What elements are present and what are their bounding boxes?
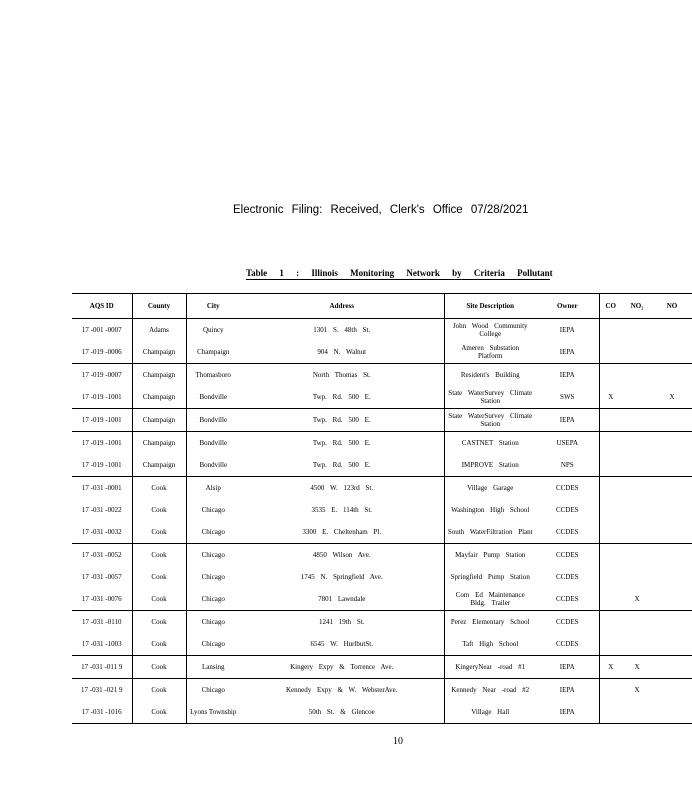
cell-owner: CCDES bbox=[536, 544, 599, 567]
cell-county: Champaign bbox=[132, 341, 186, 364]
cell-site-description: Washington High School bbox=[444, 499, 536, 521]
cell-address: Twp. Rd. 500 E. bbox=[240, 432, 444, 455]
cell-site-description: KingeryNear -road #1 bbox=[444, 656, 536, 679]
table-row bbox=[72, 409, 692, 432]
cell-county: Champaign bbox=[132, 364, 186, 387]
cell-co bbox=[599, 544, 622, 567]
cell-co bbox=[599, 521, 622, 544]
table-row bbox=[72, 679, 692, 702]
cell-aqs-id: 17 -019 -1001 bbox=[81, 461, 122, 469]
cell-no2 bbox=[622, 544, 652, 567]
page-number: 10 bbox=[393, 736, 403, 747]
cell-county: Cook bbox=[132, 477, 186, 500]
cell-aqs-id: 17 -031 -0032 bbox=[81, 528, 122, 536]
cell-address: 4850 Wilson Ave. bbox=[240, 544, 444, 567]
cell-no2 bbox=[622, 477, 652, 500]
table-row bbox=[72, 432, 692, 455]
column-header-owner: Owner bbox=[536, 294, 599, 319]
cell-address: 904 N. Walnut bbox=[317, 348, 367, 356]
cell-city: Lyons Township bbox=[186, 701, 240, 724]
cell-aqs-id: 17 -019 -1001 bbox=[81, 393, 122, 401]
cell-city: Alsip bbox=[186, 477, 240, 500]
table-row bbox=[72, 566, 692, 588]
table-body bbox=[72, 319, 692, 724]
cell-site-description: Mayfair Pump Station bbox=[444, 544, 536, 567]
cell-co bbox=[599, 477, 622, 500]
cell-site-description: CASTNET Station bbox=[444, 432, 536, 455]
cell-county: Champaign bbox=[132, 409, 186, 432]
table-row bbox=[72, 521, 692, 544]
table-row bbox=[72, 633, 692, 656]
cell-aqs-id: 17 -019 -1001 bbox=[72, 432, 132, 455]
cell-site-description: Village Garage bbox=[444, 477, 536, 500]
cell-co bbox=[599, 319, 622, 342]
cell-co bbox=[599, 679, 622, 702]
cell-city: Bondville bbox=[186, 432, 240, 455]
cell-county: Adams bbox=[132, 319, 186, 342]
cell-county: Cook bbox=[132, 588, 186, 611]
cell-aqs-id: 17 -031 -0052 bbox=[72, 544, 132, 567]
cell-site-description: Kennedy Near -road #2 bbox=[444, 679, 536, 702]
cell-city: Chicago bbox=[186, 499, 240, 521]
table-title: Table 1 : Illinois Monitoring Network by Criteria Pollutant bbox=[246, 268, 553, 278]
cell-co: X bbox=[599, 386, 622, 409]
cell-co bbox=[599, 633, 622, 656]
cell-address: 4500 W. 123rd St. bbox=[240, 477, 444, 500]
cell-aqs-id: 17 -031 -0001 bbox=[72, 477, 132, 500]
cell-address: 3535 E. 114th St. bbox=[311, 506, 373, 514]
cell-county: Cook bbox=[132, 701, 186, 724]
cell-co bbox=[599, 701, 622, 724]
cell-no2 bbox=[622, 611, 652, 634]
cell-no bbox=[652, 454, 692, 477]
cell-site-description: Taft High School bbox=[444, 633, 536, 656]
cell-co bbox=[599, 409, 622, 432]
cell-city: Chicago bbox=[186, 566, 240, 588]
cell-address: 50th St. & Glencoe bbox=[240, 701, 444, 724]
cell-aqs-id: 17 -019 -1001 bbox=[72, 409, 132, 432]
cell-no2 bbox=[622, 364, 652, 387]
cell-no bbox=[652, 521, 692, 544]
cell-co bbox=[599, 499, 622, 521]
cell-aqs-id: 17 -031 -0022 bbox=[81, 506, 122, 514]
cell-aqs-id: 17 -031 -1016 bbox=[72, 701, 132, 724]
cell-owner: IEPA bbox=[536, 409, 599, 432]
cell-owner: SWS bbox=[560, 393, 575, 401]
table-row bbox=[72, 544, 692, 567]
cell-address: 6545 W. HurlbutSt. bbox=[310, 640, 373, 648]
cell-owner: IEPA bbox=[559, 348, 575, 356]
cell-address: 1745 N. Springfield Ave. bbox=[300, 573, 383, 581]
cell-owner: CCDES bbox=[536, 611, 599, 634]
column-header-site-description: Site Description bbox=[444, 294, 536, 319]
cell-owner: CCDES bbox=[555, 573, 579, 581]
cell-aqs-id: 17 -001 -0007 bbox=[81, 326, 122, 334]
cell-no2 bbox=[622, 454, 652, 477]
cell-city: Chicago bbox=[186, 544, 240, 567]
cell-city: Lansing bbox=[186, 656, 240, 679]
cell-address: 1241 19th St. bbox=[240, 611, 444, 634]
cell-no bbox=[652, 633, 692, 656]
cell-no2: X bbox=[622, 656, 652, 679]
column-header-city: City bbox=[186, 294, 240, 319]
cell-site-description: Springfield Pump Station bbox=[444, 566, 536, 588]
cell-owner: IEPA bbox=[536, 701, 599, 724]
cell-no bbox=[652, 679, 692, 702]
column-header-no2: NO₂ bbox=[622, 294, 652, 319]
cell-city: Quincy bbox=[186, 319, 240, 342]
cell-county: Cook bbox=[132, 521, 186, 544]
cell-city: Chicago bbox=[186, 588, 240, 611]
cell-county: Cook bbox=[132, 633, 186, 656]
cell-no bbox=[652, 341, 692, 364]
cell-no bbox=[652, 656, 692, 679]
filing-stamp-header: Electronic Filing: Received, Clerk's Office 07/28/2021 bbox=[233, 204, 529, 216]
cell-no2 bbox=[622, 701, 652, 724]
cell-no bbox=[652, 477, 692, 500]
cell-aqs-id: 17 -019 -0007 bbox=[72, 364, 132, 387]
cell-no bbox=[652, 566, 692, 588]
column-header-address: Address bbox=[240, 294, 444, 319]
cell-owner: IEPA bbox=[536, 364, 599, 387]
cell-county: Champaign bbox=[132, 454, 186, 477]
column-header-co: CO bbox=[599, 294, 622, 319]
cell-county: Cook bbox=[132, 656, 186, 679]
cell-no bbox=[652, 701, 692, 724]
cell-site-description: IMPROVE Station bbox=[444, 454, 536, 477]
cell-no2 bbox=[622, 566, 652, 588]
cell-county: Cook bbox=[132, 611, 186, 634]
cell-county: Cook bbox=[132, 499, 186, 521]
cell-city: Bondville bbox=[186, 454, 240, 477]
cell-co bbox=[599, 341, 622, 364]
cell-co bbox=[599, 566, 622, 588]
table-row bbox=[72, 477, 692, 500]
cell-city: Bondville bbox=[186, 386, 240, 409]
cell-address: Twp. Rd. 500 E. bbox=[312, 461, 371, 469]
table-row bbox=[72, 454, 692, 477]
cell-address: North Thomas St. bbox=[240, 364, 444, 387]
table-row bbox=[72, 364, 692, 387]
cell-owner: CCDES bbox=[536, 477, 599, 500]
cell-owner: IEPA bbox=[559, 326, 575, 334]
cell-site-description: Com Ed Maintenance Bldg. Trailer bbox=[444, 588, 536, 611]
cell-no bbox=[652, 611, 692, 634]
cell-aqs-id: 17 -031 -021 9 bbox=[72, 679, 132, 702]
cell-no bbox=[652, 364, 692, 387]
table-row bbox=[72, 341, 692, 364]
cell-no2 bbox=[622, 432, 652, 455]
cell-no bbox=[652, 319, 692, 342]
cell-city: Chicago bbox=[186, 633, 240, 656]
cell-co: X bbox=[599, 656, 622, 679]
cell-owner: CCDES bbox=[555, 528, 579, 536]
cell-no2 bbox=[622, 633, 652, 656]
cell-city: Chicago bbox=[186, 679, 240, 702]
cell-aqs-id: 17 -031 -0110 bbox=[72, 611, 132, 634]
cell-aqs-id: 17 -031 -1003 bbox=[81, 640, 122, 648]
column-header-county: County bbox=[132, 294, 186, 319]
cell-no2 bbox=[622, 319, 652, 342]
cell-no bbox=[652, 588, 692, 611]
cell-site-description: Resident's Building bbox=[444, 364, 536, 387]
table-header-row bbox=[72, 294, 692, 319]
cell-aqs-id: 17 -019 -0006 bbox=[81, 348, 122, 356]
cell-no2 bbox=[622, 521, 652, 544]
table-row bbox=[72, 656, 692, 679]
cell-address: Twp. Rd. 500 E. bbox=[312, 393, 371, 401]
cell-aqs-id: 17 -031 -0076 bbox=[81, 595, 122, 603]
column-header-aqs-id: AQS ID bbox=[72, 294, 132, 319]
cell-city: Chicago bbox=[186, 521, 240, 544]
cell-site-description: South WaterFiltration Plant bbox=[444, 521, 536, 544]
cell-owner: USEPA bbox=[536, 432, 599, 455]
cell-no: X bbox=[669, 393, 675, 401]
cell-no2: X bbox=[634, 595, 640, 603]
table-row bbox=[72, 319, 692, 342]
cell-city: Thomasboro bbox=[186, 364, 240, 387]
cell-city: Champaign bbox=[186, 341, 240, 364]
table-row bbox=[72, 386, 692, 409]
cell-address: 1301 S. 48th St. bbox=[313, 326, 371, 334]
table-row bbox=[72, 499, 692, 521]
cell-site-description: State WaterSurvey Climate Station bbox=[444, 409, 536, 432]
cell-owner: IEPA bbox=[536, 656, 599, 679]
cell-address: Twp. Rd. 500 E. bbox=[240, 409, 444, 432]
cell-owner: CCDES bbox=[555, 506, 579, 514]
cell-co bbox=[599, 432, 622, 455]
cell-owner: CCDES bbox=[555, 640, 579, 648]
cell-no2 bbox=[622, 386, 652, 409]
cell-site-description: State WaterSurvey Climate Station bbox=[444, 386, 536, 409]
monitoring-table-wrapper bbox=[72, 293, 678, 724]
cell-no2 bbox=[622, 341, 652, 364]
cell-co bbox=[599, 454, 622, 477]
cell-co bbox=[599, 364, 622, 387]
cell-site-description: John Wood Community College bbox=[444, 319, 536, 342]
cell-co bbox=[599, 611, 622, 634]
cell-owner: CCDES bbox=[555, 595, 579, 603]
cell-owner: NPS bbox=[560, 461, 574, 469]
column-header-no: NO bbox=[652, 294, 692, 319]
cell-aqs-id: 17 -031 -011 9 bbox=[72, 656, 132, 679]
cell-county: Cook bbox=[132, 679, 186, 702]
cell-no bbox=[652, 409, 692, 432]
cell-address: 3300 E. Cheltenham Pl. bbox=[302, 528, 382, 536]
table-row bbox=[72, 701, 692, 724]
cell-county: Cook bbox=[132, 566, 186, 588]
cell-co bbox=[599, 588, 622, 611]
cell-no2: X bbox=[622, 679, 652, 702]
cell-site-description: Ameren Substation Platform bbox=[444, 341, 536, 364]
cell-address: Kennedy Expy & W. WebsterAve. bbox=[240, 679, 444, 702]
cell-site-description: Perez Elementary School bbox=[444, 611, 536, 634]
cell-aqs-id: 17 -031 -0057 bbox=[81, 573, 122, 581]
cell-site-description: Village Hall bbox=[444, 701, 536, 724]
cell-city: Chicago bbox=[186, 611, 240, 634]
cell-county: Cook bbox=[132, 544, 186, 567]
cell-county: Champaign bbox=[132, 386, 186, 409]
cell-county: Champaign bbox=[132, 432, 186, 455]
cell-address: 7801 Lawndale bbox=[318, 595, 366, 603]
table-row bbox=[72, 611, 692, 634]
cell-no bbox=[652, 499, 692, 521]
cell-no2 bbox=[622, 499, 652, 521]
cell-owner: IEPA bbox=[536, 679, 599, 702]
cell-address: Kingery Expy & Torrence Ave. bbox=[240, 656, 444, 679]
cell-no bbox=[652, 432, 692, 455]
table-row bbox=[72, 588, 692, 611]
monitoring-network-table bbox=[72, 293, 692, 724]
cell-no bbox=[652, 544, 692, 567]
cell-city: Bondville bbox=[186, 409, 240, 432]
cell-no2 bbox=[622, 409, 652, 432]
